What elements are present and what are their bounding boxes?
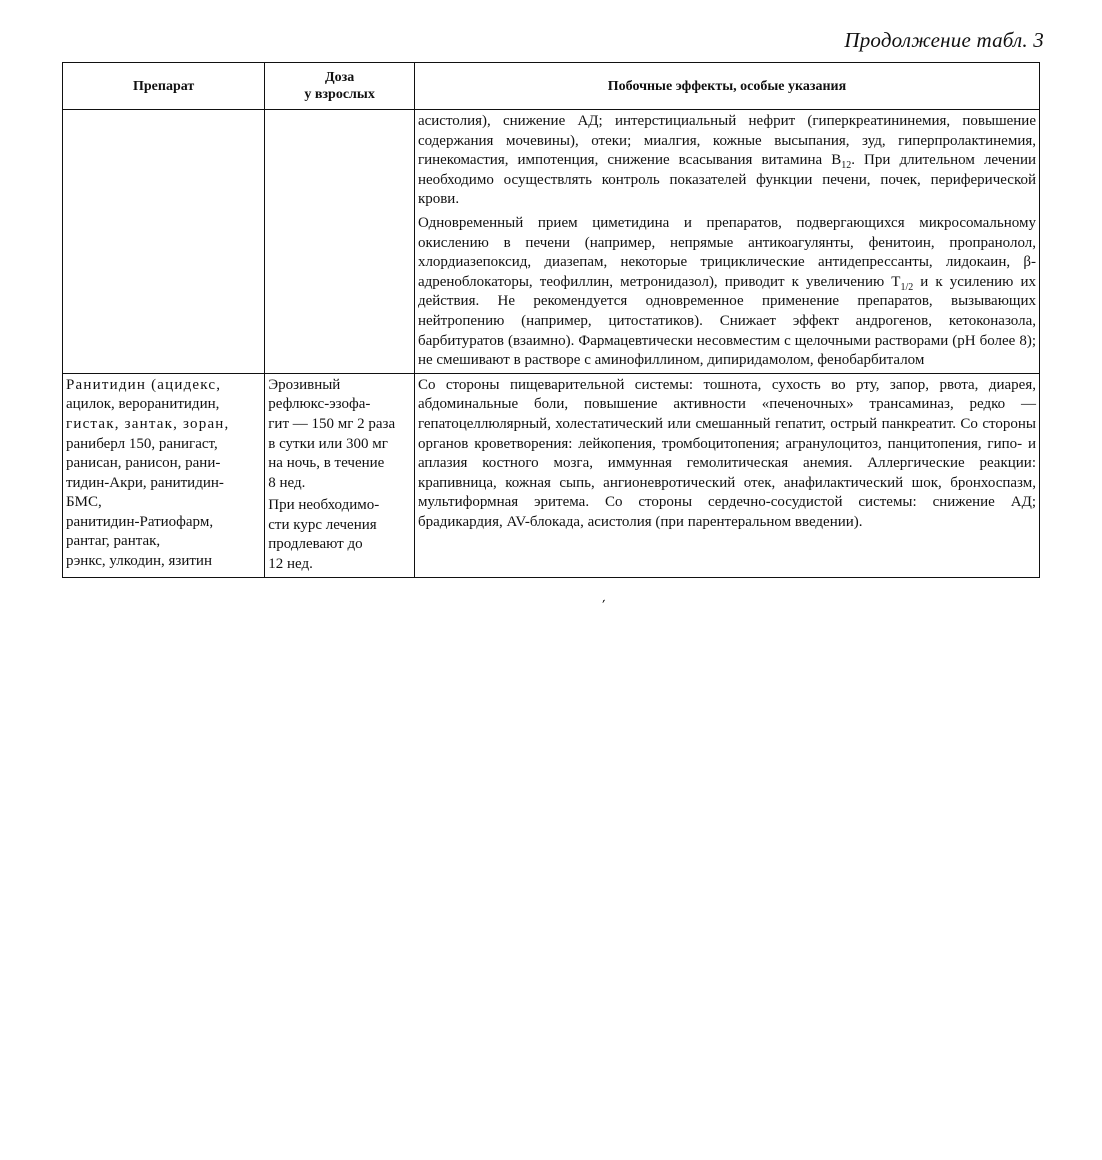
half-life-subscript: 1/2 bbox=[900, 281, 914, 293]
row1-effects-p1-text-b: . При длительном лечении необходимо осуществлять контроль показателей функции печени, почек, периферической крови. bbox=[417, 152, 1036, 208]
drug-line: Ранитидин (ацидекс, bbox=[66, 376, 222, 393]
row1-effects-p1-text-a: асистолия), снижение АД; интерстициальный нефрит (гиперкреатининемия, повышение содержания мочевины), отеки; миалгия, кожные высыпания, зуд, гиперпролактинемия, гинекомастия, импотенция, снижение всасывания витамина В bbox=[417, 113, 1036, 169]
drug-table bbox=[62, 62, 1040, 578]
dose-line: в сутки или 300 мг bbox=[268, 435, 388, 452]
dose-line: сти курс лечения bbox=[268, 516, 377, 533]
dose-line: продлевают до bbox=[268, 536, 363, 553]
row2-effects-cell bbox=[414, 373, 1039, 577]
table-row-ranitidine bbox=[63, 373, 1040, 577]
drug-line: БМС, bbox=[66, 494, 102, 511]
dose-line: 8 нед. bbox=[268, 474, 306, 491]
dose-line: рефлюкс-эзофа- bbox=[268, 396, 371, 413]
row1-effects-paragraph-2 bbox=[418, 214, 1036, 371]
row2-dose-cell bbox=[265, 373, 415, 577]
drug-line: раниберл 150, ранигаст, bbox=[66, 435, 218, 452]
row1-effects-p2-text-a: Одновременный прием циметидина и препаратов, подвергающихся микросомальному окислению в печени (например, непрямые антикоагулянты, фенитоин, пропранолол, хлордиазепоксид, диазепам, некоторые трициклические антидепрессанты, лидокаин, β-адреноблокаторы, теофиллин, метронидазол), приводит к увеличению Т bbox=[417, 214, 1036, 290]
drug-line: ранисан, ранисон, рани- bbox=[66, 455, 221, 472]
vitamin-b12-subscript: 12 bbox=[841, 160, 852, 172]
row2-drug-cell bbox=[63, 373, 265, 577]
row1-effects-p2-text-b: и к усилению их действия. Не рекомендуется одновременное применение препаратов, вызывающих нейтропению (например, цитостатиков). Снижает эффект андрогенов, кетоконазола, барбитуратов (взаимно). Фармацевтически несовместим с щелочными растворами (pH более 8); не смешивают в растворе с аминофиллином, дипиридамолом, фенобарбиталом bbox=[417, 273, 1036, 369]
header-drug: Препарат bbox=[63, 63, 265, 110]
row2-effects-paragraph: Со стороны пищеварительной системы: тошнота, сухость во рту, запор, рвота, диарея, абдоминальные боли, повышение активности «печеночных» трансаминаз, редко — гепатоцеллюлярный, холестатический или смешанный гепатит, острый панкреатит. Со стороны органов кроветворения: лейкопения, тромбоцитопения; агранулоцитоз, панцитопения, гипо- и аплазия костного мозга, иммунная гемолитическая анемия. Аллергические реакции: крапивница, кожная сыпь, ангионевротический отек, анафилактический шок, бронхоспазм, мультиформная эритема. Со стороны сердечно-сосудистой системы: снижение АД; брадикардия, AV-блокада, асистолия (при парентеральном введении). bbox=[417, 376, 1036, 530]
dose-line: на ночь, в течение bbox=[268, 455, 385, 472]
dose-line: Эрозивный bbox=[268, 376, 341, 393]
drug-line: гистак, зантак, зоран, bbox=[66, 415, 230, 432]
stray-pen-mark: ´ bbox=[600, 597, 611, 616]
drug-line: ацилок, вероранитидин, bbox=[66, 396, 220, 413]
table-header-row bbox=[63, 63, 1040, 110]
row1-effects-cell bbox=[414, 110, 1039, 374]
row1-drug-cell bbox=[63, 110, 265, 374]
drug-line: рантаг, рантак, bbox=[66, 533, 161, 550]
table-continuation-caption: Продолжение табл. 3 bbox=[844, 28, 1044, 52]
dose-line: 12 нед. bbox=[268, 556, 313, 573]
drug-line: тидин-Акри, ранитидин- bbox=[66, 474, 224, 491]
dose-line: При необходимо- bbox=[268, 497, 380, 514]
table-row-cimetidine-continued bbox=[63, 110, 1040, 374]
header-dose bbox=[265, 63, 415, 110]
drug-line: ранитидин-Ратиофарм, bbox=[66, 513, 214, 530]
row1-effects-paragraph-1 bbox=[418, 112, 1036, 210]
header-dose-line1: Доза bbox=[324, 70, 355, 85]
dose-line: гит — 150 мг 2 раза bbox=[268, 415, 396, 432]
header-dose-line2: у взрослых bbox=[304, 87, 375, 102]
drug-line: рэнкс, улкодин, язитин bbox=[66, 553, 212, 570]
header-effects: Побочные эффекты, особые указания bbox=[414, 63, 1039, 110]
row1-dose-cell bbox=[265, 110, 415, 374]
